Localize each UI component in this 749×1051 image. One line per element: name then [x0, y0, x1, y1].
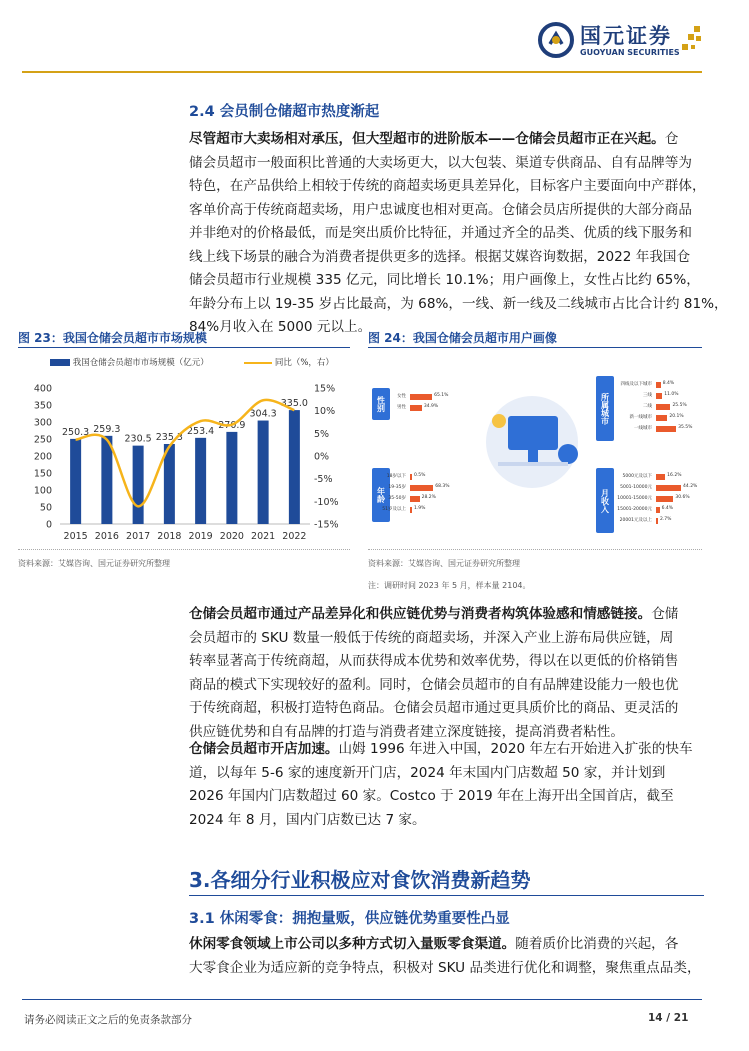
row-bar — [410, 485, 433, 491]
row-value: 1.9% — [414, 506, 426, 511]
brand-logo — [538, 20, 708, 60]
figure-23-source: 资料来源：艾媒咨询、国元证券研究所整理 — [18, 559, 170, 568]
footer-divider — [22, 999, 702, 1000]
row-bar — [656, 518, 658, 524]
bar-2022 — [289, 410, 300, 524]
city-group-label: 所属城市 — [596, 376, 614, 441]
x-tick-label: 2017 — [126, 531, 151, 542]
row-bar — [656, 485, 681, 491]
text-line — [189, 152, 704, 176]
row-bar — [656, 507, 660, 513]
text-line — [189, 246, 704, 270]
row-bar — [656, 404, 670, 410]
paragraph-snacks — [189, 933, 704, 980]
section-heading-2-4: 2.4 会员制仓储超市热度渐起 — [189, 104, 380, 120]
section-heading-3-1: 3.1 休闲零食：拥抱量贩，供应链优势重要性凸显 — [189, 911, 510, 927]
row-bar — [410, 474, 412, 480]
row-value: 2.7% — [660, 517, 672, 522]
row-bar — [656, 496, 673, 502]
line-text: 仓储 — [651, 606, 679, 622]
x-tick-label: 2021 — [251, 531, 276, 542]
monitor-icon — [508, 416, 558, 450]
line-text: 储会员超市行业规模 335 亿元，同比增长 10.1%；用户画像上，女性占比约 65%， — [189, 272, 700, 288]
y-tick-label: 0 — [45, 519, 52, 531]
row-label: 10001-15000元 — [617, 496, 652, 501]
row-bar — [656, 415, 667, 421]
line-text: 随着质价比消费的兴起，各 — [515, 936, 679, 952]
legend-bar-swatch — [50, 359, 70, 366]
text-line — [189, 697, 704, 721]
row-value: 20.1% — [669, 414, 684, 419]
y2-tick-label: -15% — [314, 519, 339, 531]
lightbulb-icon — [492, 414, 506, 428]
figure-23-title: 图 23：我国仓储会员超市市场规模 — [18, 331, 207, 345]
row-bar — [410, 507, 412, 513]
bar-2016 — [101, 436, 112, 524]
text-line — [189, 603, 704, 627]
line-text: 并非绝对的价格最低，而是突出质价比特征，并通过齐全的品类、优质的线下服务和 — [189, 225, 692, 241]
text-line — [189, 957, 704, 981]
text-line — [189, 674, 704, 698]
bar-2015 — [70, 439, 81, 524]
section-3-rule — [189, 895, 704, 896]
row-bar — [656, 426, 676, 432]
row-label: 15001-20000元 — [617, 507, 652, 512]
page-number: 14 / 21 — [648, 1012, 689, 1024]
row-value: 25.5% — [672, 403, 687, 408]
y2-tick-label: 0% — [314, 451, 330, 463]
legend-bar-label: 我国仓储会员超市市场规模（亿元） — [72, 358, 209, 368]
line-text: 会员超市的 SKU 数量一般低于传统的商超卖场，并深入产业上游布局供应链，周 — [189, 629, 674, 646]
row-value: 65.1% — [434, 393, 449, 398]
bar-value-label: 253.4 — [187, 425, 215, 437]
y-tick-label: 300 — [33, 417, 52, 429]
line-text: 线上线下场景的融合为消费者提供更多的选择。根据艾媒咨询数据，2022 年我国仓 — [189, 248, 691, 265]
line-text: 年龄分布上以 19-35 岁占比最高，为 68%，一线、新一线及二线城市占比合计约 81%， — [189, 295, 728, 312]
row-label: 35-50岁 — [388, 496, 406, 501]
x-tick-label: 2015 — [63, 531, 88, 542]
line-text: 84%月收入在 5000 元以上。 — [189, 319, 372, 335]
row-label: 一线城市 — [634, 426, 652, 431]
row-value: 0.5% — [414, 473, 426, 478]
row-label: 女性 — [397, 394, 406, 399]
row-label: 19-35岁 — [388, 485, 406, 490]
text-line — [189, 269, 704, 293]
paragraph-store-expansion — [189, 738, 704, 832]
line-text: 转率显著高于传统商超，从而获得成本优势和效率优势，得以在以更低的价格销售 — [189, 653, 679, 669]
legend-line-swatch — [244, 362, 272, 364]
y2-tick-label: 10% — [314, 406, 336, 418]
bar-value-label: 259.3 — [93, 423, 121, 435]
bar-2017 — [133, 446, 144, 524]
gender-group-label: 性别 — [372, 388, 390, 420]
bar-2020 — [226, 432, 237, 524]
row-label: 51岁及以上 — [382, 507, 406, 512]
row-value: 28.2% — [421, 495, 436, 500]
text-line — [189, 762, 704, 786]
y2-tick-label: -5% — [314, 474, 333, 486]
line-text: 道，以每年 5-6 家的速度新开门店，2024 年末国内门店数超 50 家，并计划到 — [189, 764, 666, 781]
figure-23-rule — [18, 347, 350, 348]
figure-24-note: 注：调研时间 2023 年 5 月，样本量 2104。 — [368, 581, 531, 590]
row-value: 8.4% — [662, 381, 675, 386]
row-label: 二线 — [643, 404, 652, 409]
footer-disclaimer: 请务必阅读正文之后的免责条款部分 — [24, 1014, 192, 1026]
line-text: 大零食企业为适应新的竞争特点，积极对 SKU 品类进行优化和调整，聚焦重点品类， — [189, 959, 701, 976]
y-tick-label: 100 — [33, 485, 52, 497]
row-label: 20001元及以上 — [619, 518, 652, 523]
row-label: 男性 — [397, 405, 406, 410]
y2-tick-label: -10% — [314, 496, 339, 508]
row-value: 30.6% — [675, 495, 690, 500]
line-text: 2024 年 8 月，国内门店数已达 7 家。 — [189, 811, 426, 828]
line-text: 仓 — [664, 131, 679, 147]
line-text: 山姆 1996 年进入中国，2020 年左右开始进入扩张的快车 — [338, 741, 693, 757]
paragraph-2-4 — [189, 128, 728, 340]
row-value: 68.3% — [435, 484, 450, 489]
figure-23-legend — [50, 356, 334, 368]
row-bar — [410, 394, 432, 400]
figure-24-infographic — [368, 356, 702, 546]
text-line — [189, 222, 704, 246]
line-text: 供应链优势和自有品牌的打造与消费者建立深度链接，提高消费者粘性。 — [189, 723, 624, 740]
text-line — [189, 199, 704, 223]
legend-line-label: 同比（%，右） — [274, 358, 334, 368]
y-tick-label: 350 — [33, 400, 52, 412]
row-label: 5000元及以下 — [622, 474, 652, 479]
paragraph-supply-chain — [189, 603, 704, 744]
line-text: 2026 年国内门店数超过 60 家。Costco 于 2019 年在上海开出全国首店，截至 — [189, 788, 674, 804]
y-tick-label: 50 — [39, 502, 52, 514]
text-line — [189, 175, 704, 199]
header-divider — [22, 71, 702, 73]
row-label: 新一线城市 — [629, 415, 652, 420]
bar-value-label: 270.9 — [218, 419, 246, 431]
bar-2019 — [195, 438, 206, 524]
x-tick-label: 2016 — [94, 531, 119, 542]
y2-tick-label: 15% — [314, 383, 336, 395]
line-text: 储会员超市一般面积比普通的大卖场更大，以大包装、渠道专供商品、自有品牌等为 — [189, 154, 692, 171]
bold-lead: 休闲零食领域上市公司以多种方式切入量贩零食渠道。 — [189, 936, 516, 952]
figure-24-source: 资料来源：艾媒咨询、国元证券研究所整理 — [368, 559, 520, 568]
text-line — [189, 293, 728, 317]
row-bar — [656, 474, 665, 480]
user-avatar-icon — [558, 444, 578, 464]
line-text: 特色，在产品供给上相较于传统的商超卖场更具差异化，目标客户主要面向中产群体， — [189, 178, 706, 194]
y-tick-label: 250 — [33, 434, 52, 446]
bold-lead: 尽管超市大卖场相对承压，但大型超市的进阶版本——仓储会员超市正在兴起。 — [189, 131, 665, 147]
brand-name-en: GUOYUAN SECURITIES — [580, 48, 680, 57]
bar-value-label: 230.5 — [124, 433, 152, 445]
row-value: 16.2% — [667, 473, 682, 478]
row-bar — [410, 405, 422, 411]
bar-value-label: 235.3 — [155, 431, 183, 443]
bar-value-label: 335.0 — [280, 398, 308, 410]
figure-24-rule — [368, 347, 702, 348]
desk-icon — [498, 462, 568, 466]
bar-2021 — [258, 421, 269, 524]
row-value: 6.4% — [661, 506, 674, 511]
row-label: 18岁以下 — [386, 474, 406, 479]
row-value: 35.5% — [678, 425, 693, 430]
x-tick-label: 2022 — [282, 531, 307, 542]
y2-tick-label: 5% — [314, 428, 330, 440]
line-text: 客单价高于传统商超卖场，用户忠诚度也相对更高。仓储会员店所提供的大部分商品 — [189, 201, 692, 218]
row-label: 四线及以下城市 — [620, 382, 652, 387]
text-line — [189, 738, 704, 762]
y-tick-label: 150 — [33, 468, 52, 480]
text-line — [189, 933, 704, 957]
x-tick-label: 2020 — [219, 531, 244, 542]
section-heading-3: 3.各细分行业积极应对食饮消费新趋势 — [189, 868, 531, 892]
figure-24-source-rule — [368, 549, 702, 551]
figure-24-title: 图 24：我国仓储会员超市用户画像 — [368, 331, 557, 345]
row-bar — [656, 382, 661, 388]
monitor-stand-icon — [528, 450, 538, 462]
bar-value-label: 304.3 — [249, 408, 277, 420]
y-tick-label: 200 — [33, 451, 52, 463]
line-text: 于传统商超，积极打造特色商品。仓储会员超市通过更具质价比的商品、更灵活的 — [189, 700, 679, 716]
text-line — [189, 627, 704, 651]
bar-value-label: 250.3 — [62, 426, 90, 438]
text-line — [189, 128, 704, 152]
logo-mark-icon — [538, 22, 574, 58]
row-label: 三线 — [643, 393, 652, 398]
logo-decoration-icon — [680, 24, 706, 54]
bold-lead: 仓储会员超市通过产品差异化和供应链优势与消费者构筑体验感和情感链接。 — [189, 606, 652, 622]
figure-23-chart — [18, 372, 350, 547]
x-tick-label: 2019 — [188, 531, 213, 542]
text-line — [189, 809, 704, 833]
age-group-label: 年龄 — [372, 468, 390, 522]
row-value: 44.2% — [683, 484, 698, 489]
y-tick-label: 400 — [33, 383, 52, 395]
income-group-label: 月收入 — [596, 468, 614, 533]
row-bar — [410, 496, 420, 502]
row-value: 11.0% — [664, 392, 679, 397]
text-line — [189, 650, 704, 674]
brand-name-cn: 国元证券 — [580, 24, 672, 48]
row-label: 5001-10000元 — [620, 485, 652, 490]
x-tick-label: 2018 — [157, 531, 182, 542]
line-text: 商品的模式下实现较好的盈利。同时，仓储会员超市的自有品牌建设能力一般也优 — [189, 676, 679, 693]
figure-23-source-rule — [18, 549, 350, 551]
text-line — [189, 785, 704, 809]
row-bar — [656, 393, 662, 399]
row-value: 34.9% — [423, 404, 439, 409]
bold-lead: 仓储会员超市开店加速。 — [189, 741, 339, 757]
